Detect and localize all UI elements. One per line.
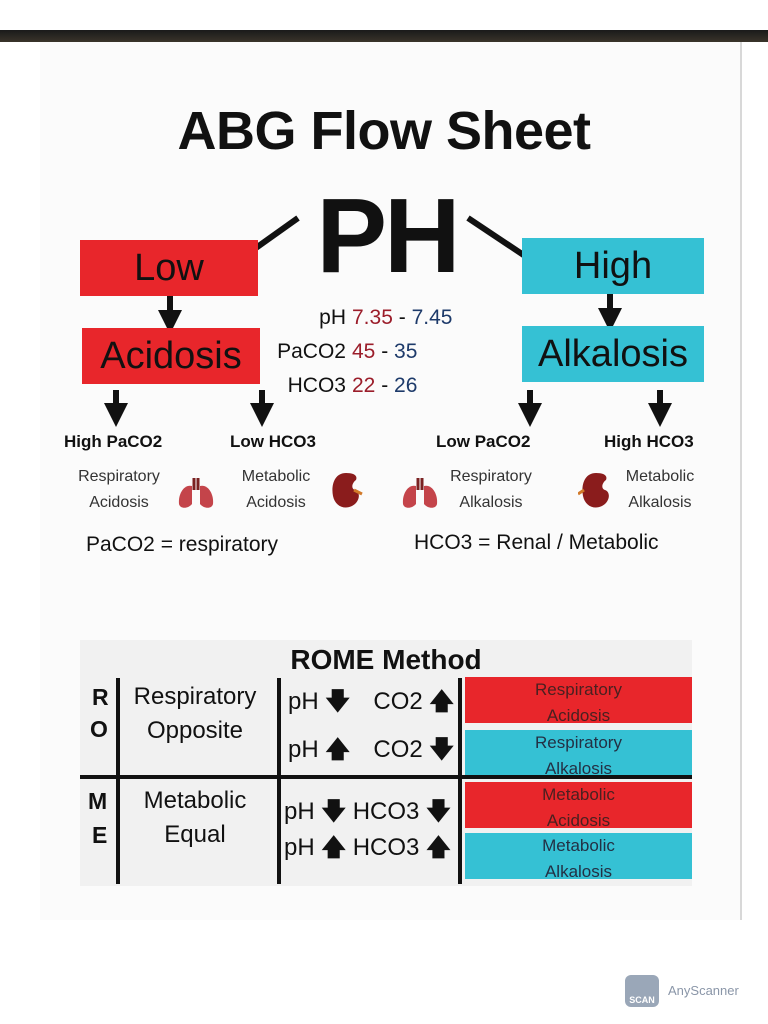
range-sep: - [398,306,406,329]
rule-lhs: pH [284,834,315,861]
rule-lhs: pH [284,798,315,825]
rule-row-1 [288,684,454,725]
metabolic-equal [120,784,270,852]
alkalosis-box [522,326,704,382]
arrow-down-icon: 🡇 [426,798,451,825]
range-paco2 [262,340,417,364]
result-line1: Respiratory [78,468,160,485]
acidosis-label: Acidosis [100,334,242,377]
arrow-down-icon: 🡇 [321,798,347,825]
range-name: HCO3 [287,374,346,397]
lungs-icon [176,474,216,510]
hco3-note: HCO3 = Renal / Metabolic [414,531,659,554]
low-label: Low [134,246,204,289]
cause-low-paco2: Low PaCO2 [436,432,531,451]
result-line2: Alkalosis [459,494,523,511]
high-label: High [573,244,653,287]
range-sep: - [381,374,389,397]
range-hco3 [262,374,417,398]
range-high: 7.45 [411,306,453,329]
rome-table [80,640,692,886]
result-line2: Alkalosis [544,759,613,778]
result-resp-alkalosis [438,464,544,516]
acidosis-box [82,328,260,384]
result-line1: Metabolic [625,468,695,485]
rule-rhs: HCO3 [352,798,420,825]
range-low: 45 [352,340,376,363]
divider-v3 [458,678,462,884]
arrow-up-icon: 🡅 [429,688,455,715]
rome-result-resp-acidosis [465,677,692,723]
page-title: ABG Flow Sheet [177,101,591,161]
lungs-icon [400,474,440,510]
result-line2: Alkalosis [544,862,613,881]
range-high: 26 [394,374,418,397]
kidney-icon [578,470,614,512]
result-line1: Metabolic [241,468,311,485]
low-box [80,240,258,296]
rule-rhs: CO2 [373,736,423,763]
result-line2: Acidosis [546,811,611,830]
high-box [522,238,704,294]
rome-result-resp-alkalosis [465,730,692,778]
rule-row-4 [284,830,451,871]
result-line1: Respiratory [535,680,622,699]
arrow-up-icon: 🡅 [426,834,451,861]
scanner-badge: SCAN [629,995,655,1005]
cause-low-hco3: Low HCO3 [230,432,316,451]
range-name: pH [319,306,346,329]
rome-title: ROME Method [290,644,482,675]
kidney-icon [328,470,364,512]
range-low: 22 [352,374,376,397]
letter-r: R [92,684,109,710]
paco2-note: PaCO2 = respiratory [86,533,278,556]
meta-line2: Equal [164,821,226,848]
range-sep: - [381,340,389,363]
result-line1: Respiratory [450,468,532,485]
resp-line1: Respiratory [133,683,257,710]
result-line1: Metabolic [542,836,615,855]
arrow-up-icon: 🡅 [321,834,347,861]
rule-lhs: pH [288,688,319,715]
rome-result-meta-acidosis [465,782,692,828]
meta-line1: Metabolic [143,787,247,814]
result-meta-acidosis [226,464,326,516]
result-line2: Alkalosis [628,494,692,511]
rule-rhs: HCO3 [352,834,420,861]
letter-e: E [92,822,108,848]
alkalosis-label: Alkalosis [538,332,688,375]
result-line2: Acidosis [246,494,306,511]
letter-o: O [90,716,108,742]
rule-rhs: CO2 [373,688,423,715]
result-line1: Respiratory [535,733,622,752]
letter-m: M [88,788,108,814]
result-resp-acidosis [64,464,174,516]
rome-result-meta-alkalosis [465,833,692,879]
result-meta-alkalosis [610,464,710,516]
ph-heading: PH [316,177,458,295]
respiratory-opposite [120,680,270,748]
resp-line2: Opposite [146,717,244,744]
result-line1: Metabolic [542,785,615,804]
arrow-up-icon: 🡅 [325,736,351,763]
arrow-down-icon: 🡇 [325,688,351,715]
range-low: 7.35 [352,306,393,329]
rule-row-3 [284,794,451,835]
scanner-logo-icon [625,975,659,1007]
rule-lhs: pH [288,736,319,763]
arrow-down-icon: 🡇 [429,736,455,763]
result-line2: Acidosis [546,706,611,725]
range-name: PaCO2 [277,340,346,363]
range-high: 35 [394,340,418,363]
cause-high-hco3: High HCO3 [604,432,694,451]
result-line2: Acidosis [89,494,149,511]
range-ph [262,306,452,330]
cause-high-paco2: High PaCO2 [64,432,163,451]
rule-row-2 [288,732,454,773]
divider-v2 [277,678,281,884]
scanner-label: AnyScanner [668,983,739,998]
